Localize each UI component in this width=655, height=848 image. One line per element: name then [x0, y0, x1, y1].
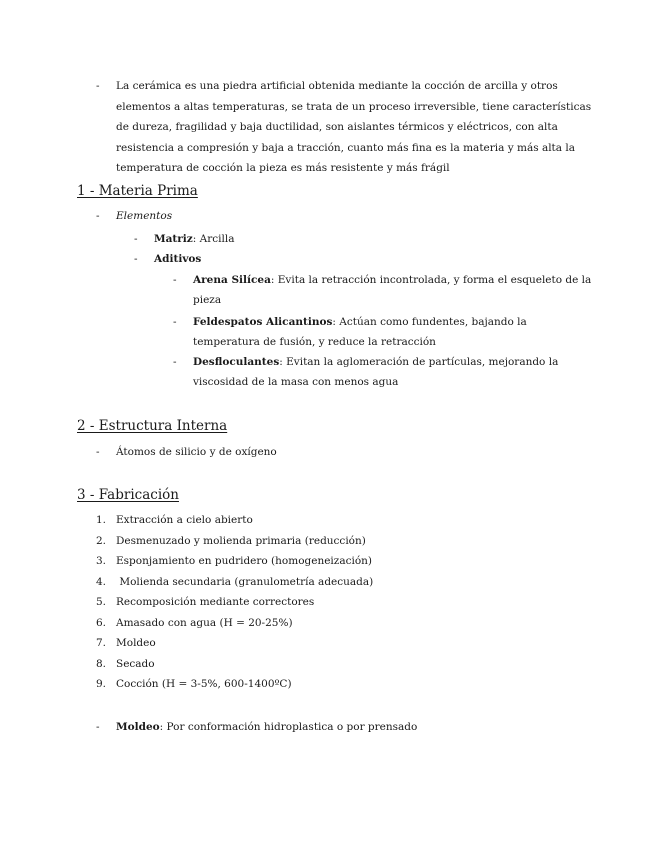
intro-line: La cerámica es una piedra artificial obtenida mediante la cocción de arcilla y otros — [116, 80, 558, 92]
desfloculantes-label: Desfloculantes — [193, 356, 280, 368]
list-item — [96, 674, 516, 695]
intro-paragraph — [116, 76, 592, 179]
step-number: 7. — [96, 637, 107, 649]
bullet-dash: - — [96, 210, 100, 222]
list-item — [96, 613, 516, 634]
desfloculantes-text-cont: viscosidad de la masa con menos agua — [193, 376, 399, 388]
bullet-dash: - — [173, 356, 177, 368]
intro-line: resistencia a compresión y baja a tracción, cuanto más fina es la materia y más alta la — [116, 141, 575, 154]
bullet-dash: - — [173, 316, 177, 328]
bullet-dash: - — [96, 80, 100, 92]
list-item — [96, 510, 516, 531]
feldespatos-item — [193, 312, 527, 333]
feldespatos-text: : Actúan como fundentes, bajando la — [332, 316, 527, 328]
step-text: Extracción a cielo abierto — [116, 514, 253, 526]
feldespatos-label: Feldespatos Alicantinos — [193, 316, 333, 328]
feldespatos-text-cont: temperatura de fusión, y reduce la retracción — [193, 336, 436, 348]
step-number: 1. — [96, 514, 107, 526]
bullet-dash: - — [96, 721, 100, 733]
bullet-dash: - — [134, 253, 138, 265]
section-heading-materia-prima: 1 - Materia Prima — [77, 183, 198, 199]
list-item — [96, 572, 516, 593]
aditivos-label: Aditivos — [154, 253, 202, 265]
matriz-label: Matriz — [154, 233, 193, 245]
list-item — [96, 592, 516, 613]
moldeo-text: : Por conformación hidroplastica o por prensado — [159, 721, 418, 733]
bullet-dash: - — [134, 233, 138, 245]
list-item — [96, 654, 516, 675]
list-item — [96, 551, 516, 572]
step-number: 3. — [96, 555, 107, 567]
step-text: Esponjamiento en pudridero (homogeneización) — [116, 555, 372, 567]
moldeo-item — [116, 717, 417, 738]
list-item — [96, 633, 516, 654]
arena-text-cont: pieza — [193, 294, 222, 306]
bullet-dash: - — [96, 446, 100, 458]
step-text: Moldeo — [116, 637, 156, 649]
arena-text: : Evita la retracción incontrolada, y forma el esqueleto de la — [270, 274, 592, 286]
step-text: Amasado con agua (H = 20-25%) — [116, 616, 293, 629]
step-text: Desmenuzado y molienda primaria (reducción) — [116, 534, 366, 547]
elementos-label: Elementos — [116, 210, 173, 222]
list-item — [96, 531, 516, 552]
step-number: 9. — [96, 678, 107, 690]
step-text: Cocción (H = 3-5%, 600-1400ºC) — [116, 678, 292, 690]
step-number: 8. — [96, 657, 107, 670]
fabricacion-steps-list — [96, 510, 516, 695]
intro-line: elementos a altas temperaturas, se trata de un proceso irreversible, tiene características — [116, 100, 592, 113]
step-text: Recomposición mediante correctores — [116, 596, 315, 608]
arena-item — [193, 270, 591, 291]
matriz-item — [154, 229, 234, 250]
moldeo-label: Moldeo — [116, 721, 160, 733]
step-text: Secado — [116, 657, 155, 670]
bullet-dash: - — [173, 274, 177, 286]
intro-line: de dureza, fragilidad y baja ductilidad, son aislantes térmicos y eléctricos, con alta — [116, 121, 558, 133]
step-text: Molienda secundaria (granulometría adecuada) — [116, 575, 374, 588]
desfloculantes-text: : Evitan la aglomeración de partículas, mejorando la — [279, 356, 559, 368]
step-number: 4. — [96, 575, 107, 588]
section-heading-fabricacion: 3 - Fabricación — [77, 487, 179, 503]
arena-label: Arena Silícea — [193, 274, 271, 286]
step-number: 2. — [96, 534, 107, 547]
step-number: 5. — [96, 596, 107, 608]
desfloculantes-item — [193, 352, 558, 373]
estructura-item: Átomos de silicio y de oxígeno — [116, 446, 277, 458]
matriz-value: : Arcilla — [192, 233, 235, 245]
step-number: 6. — [96, 616, 107, 629]
section-heading-estructura-interna: 2 - Estructura Interna — [77, 418, 228, 434]
intro-line: temperatura de cocción la pieza es más resistente y más frágil — [116, 162, 450, 174]
